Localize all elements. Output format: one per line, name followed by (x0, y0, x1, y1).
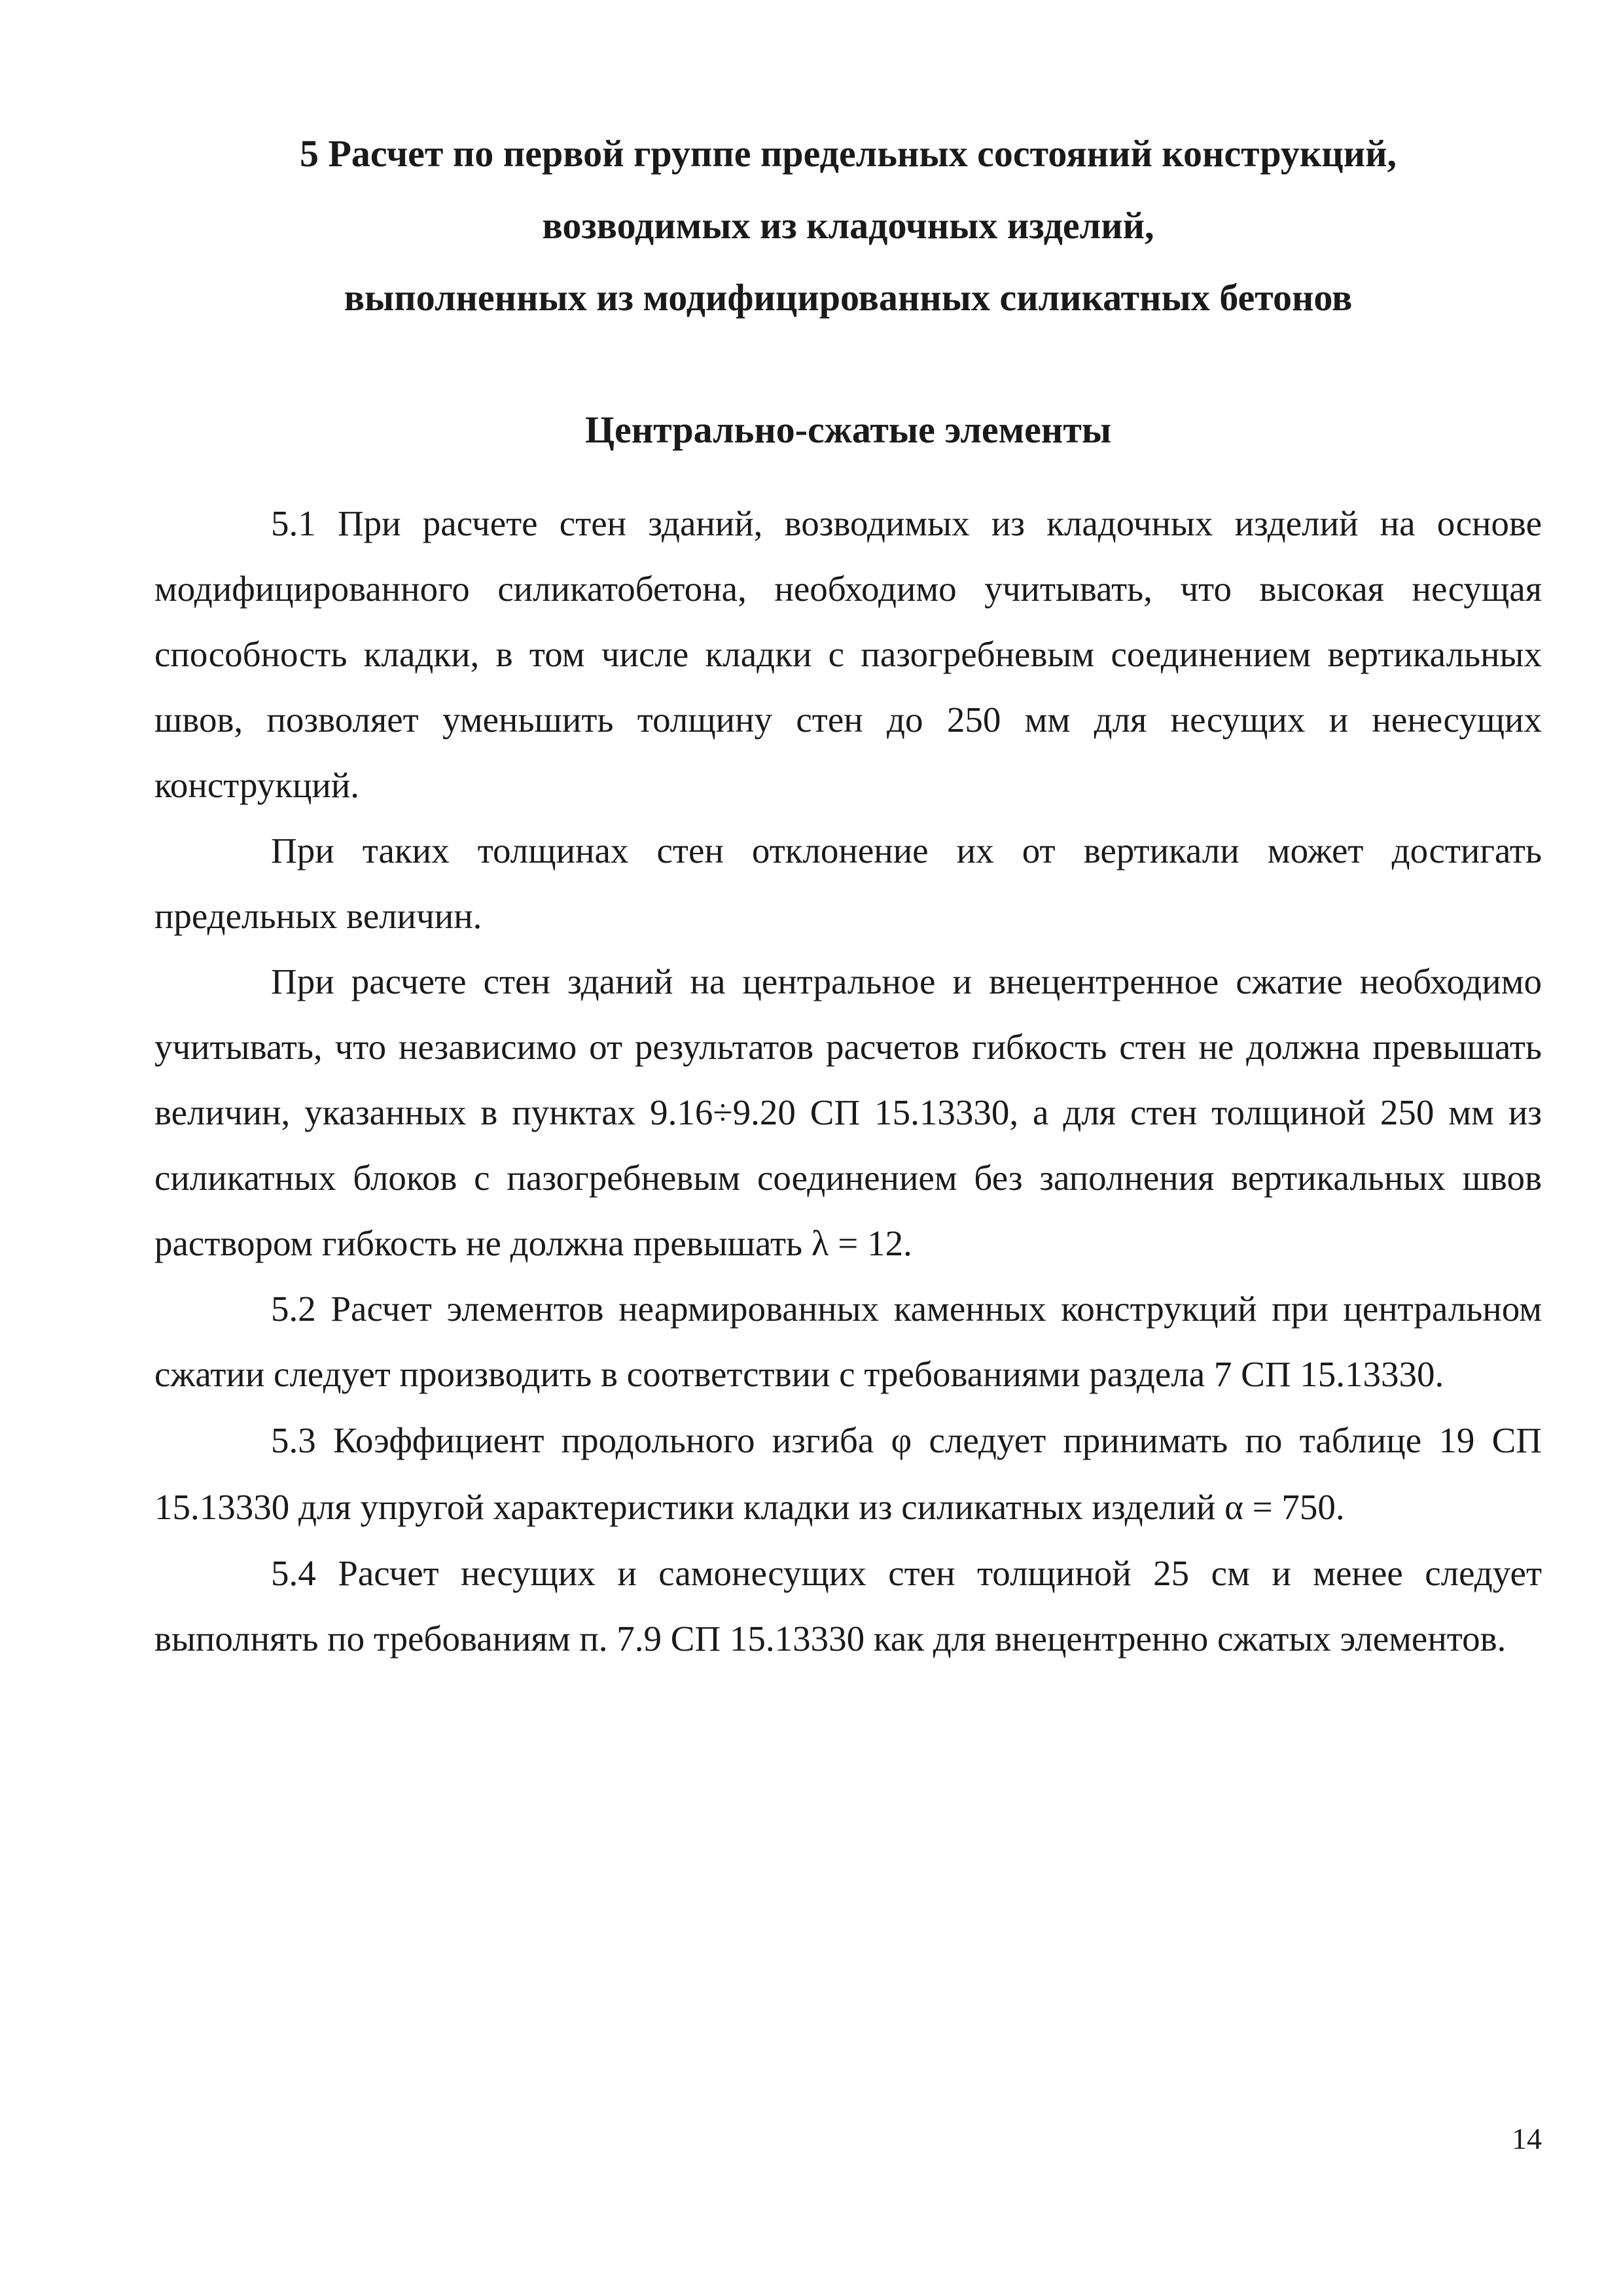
section-title-line-1: 5 Расчет по первой группе предельных состояний конструкций, (299, 132, 1397, 175)
section-title-line-3: выполненных из модифицированных силикатных бетонов (344, 276, 1353, 319)
section-title-line-2: возводимых из кладочных изделий, (542, 204, 1154, 247)
paragraph-5-1: 5.1 При расчете стен зданий, возводимых из кладочных изделий на основе модифицированного силикатобетона, необходимо учитывать, что высокая несущая способность кладки, в том числе кладки с пазогребневым соединением вертикальных швов, позволяет уменьшить толщину стен до 250 мм для несущих и ненесущих конструкций. (154, 503, 1542, 805)
paragraph-slenderness: При расчете стен зданий на центральное и внецентренное сжатие необходимо учитывать, что независимо от результатов расчетов гибкость стен не должна превышать величин, указанных в пунктах 9.16÷9.20 СП 15.13330, а для стен толщиной 250 мм из силикатных блоков с пазогребневым соединением без заполнения вертикальных швов раствором гибкость не должна превышать λ = 12. (154, 961, 1542, 1263)
paragraph-5-4: 5.4 Расчет несущих и самонесущих стен толщиной 25 см и менее следует выполнять по требованиям п. 7.9 СП 15.13330 как для внецентренно сжатых элементов. (154, 1553, 1542, 1659)
paragraph-5-2: 5.2 Расчет элементов неармированных каменных конструкций при центральном сжатии следует производить в соответствии с требованиями раздела 7 СП 15.13330. (154, 1289, 1542, 1394)
section-title (154, 118, 1542, 334)
body-text (154, 491, 1542, 1672)
page-number: 14 (1512, 2122, 1542, 2155)
paragraph-5-3: 5.3 Коэффициент продольного изгиба φ следует принимать по таблице 19 СП 15.13330 для упругой характеристики кладки из силикатных изделий α = 750. (154, 1420, 1542, 1527)
subsection-title: Центрально-сжатые элементы (584, 408, 1112, 451)
paragraph-deviation: При таких толщинах стен отклонение их от вертикали может достигать предельных величин. (154, 831, 1542, 936)
